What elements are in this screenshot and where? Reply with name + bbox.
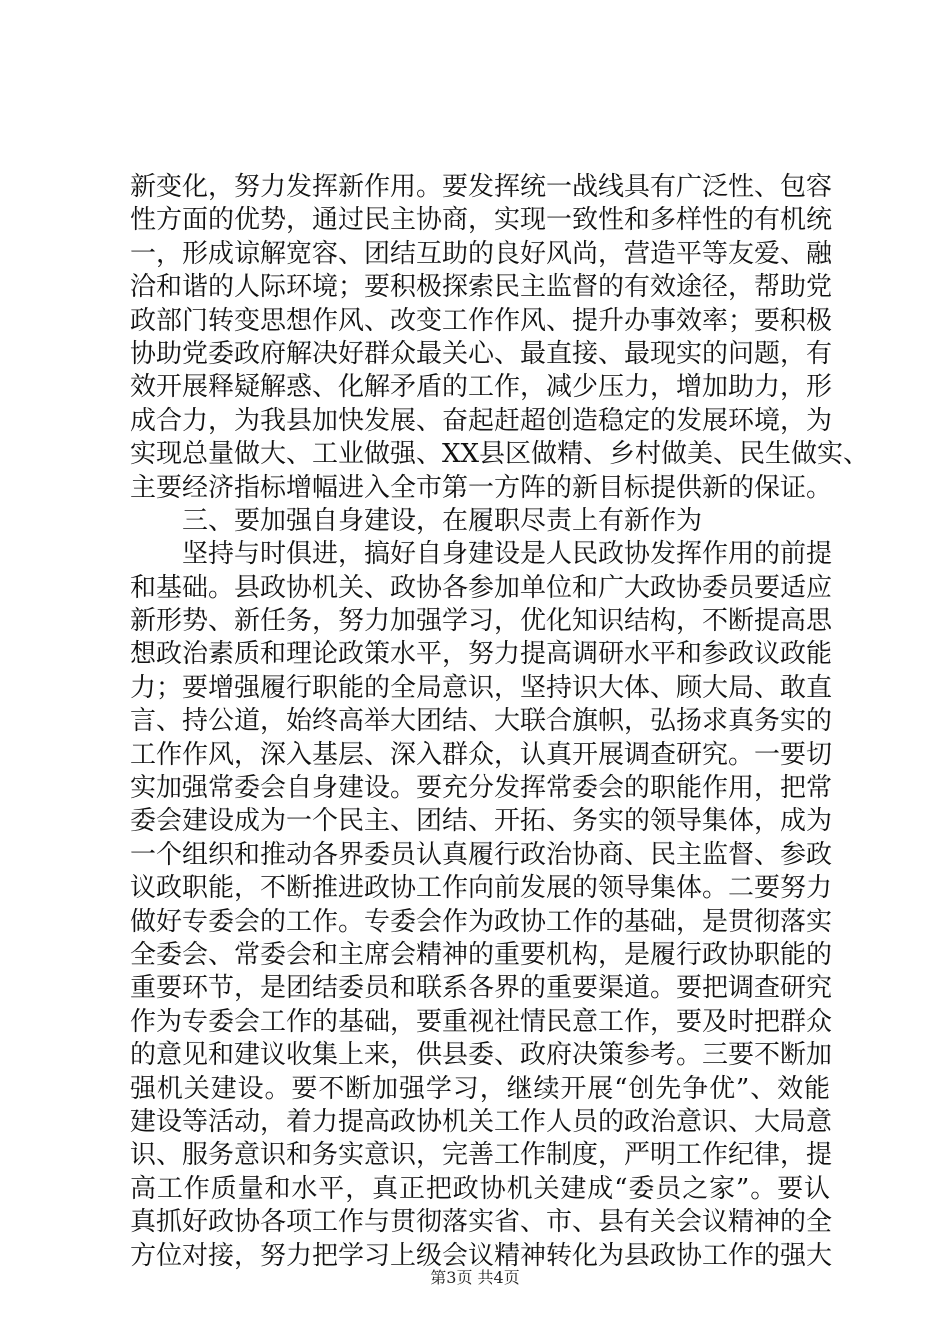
text-line: 和基础。县政协机关、政协各参加单位和广大政协委员要适应 xyxy=(130,572,833,603)
paragraph-self-building xyxy=(130,538,833,1273)
text-line: 的意见和建议收集上来，供县委、政府决策参考。三要不断加 xyxy=(130,1040,833,1071)
page-footer xyxy=(0,1268,950,1288)
text-line: 一个组织和推动各界委员认真履行政治协商、民主监督、参政 xyxy=(130,839,833,870)
text-line: 实现总量做大、工业做强、XX县区做精、乡村做美、民生做实、 xyxy=(130,439,870,470)
text-line: 全委会、常委会和主席会精神的重要机构，是履行政协职能的 xyxy=(130,939,833,970)
text-line: 识、服务意识和务实意识，完善工作制度，严明工作纪律，提 xyxy=(130,1140,833,1171)
text-line: 议政职能，不断推进政协工作向前发展的领导集体。二要努力 xyxy=(130,873,833,904)
text-line: 强机关建设。要不断加强学习，继续开展“创先争优”、效能 xyxy=(130,1073,830,1104)
text-line: 做好专委会的工作。专委会作为政协工作的基础，是贯彻落实 xyxy=(130,906,833,937)
text-line: 建设等活动，着力提高政协机关工作人员的政治意识、大局意 xyxy=(130,1106,833,1137)
text-line: 力；要增强履行职能的全局意识，坚持识大体、顾大局、敢直 xyxy=(130,672,833,703)
text-line: 坚持与时俱进，搞好自身建设是人民政协发挥作用的前提 xyxy=(182,539,833,570)
text-line: 言、持公道，始终高举大团结、大联合旗帜，弘扬求真务实的 xyxy=(130,706,833,737)
text-line: 政部门转变思想作风、改变工作作风、提升办事效率；要积极 xyxy=(130,305,833,336)
text-line: 重要环节，是团结委员和联系各界的重要渠道。要把调查研究 xyxy=(130,973,833,1004)
text-line: 想政治素质和理论政策水平，努力提高调研水平和参政议政能 xyxy=(130,639,833,670)
text-line: 新形势、新任务，努力加强学习，优化知识结构，不断提高思 xyxy=(130,606,833,637)
text-line: 协助党委政府解决好群众最关心、最直接、最现实的问题，有 xyxy=(130,338,833,369)
text-line: 新变化，努力发挥新作用。要发挥统一战线具有广泛性、包容 xyxy=(130,172,833,202)
text-line: 真抓好政协各项工作与贯彻落实省、市、县有关会议精神的全 xyxy=(130,1207,833,1238)
text-line: 方位对接，努力把学习上级会议精神转化为县政协工作的强大 xyxy=(130,1240,833,1271)
text-line: 工作作风，深入基层、深入群众，认真开展调查研究。一要切 xyxy=(130,739,833,770)
text-line: 成合力，为我县加快发展、奋起赶超创造稳定的发展环境，为 xyxy=(130,405,833,436)
page-number-label: 第3页 共4页 xyxy=(430,1268,520,1287)
paragraph-continuation xyxy=(130,171,870,505)
text-line: 洽和谐的人际环境；要积极探索民主监督的有效途径，帮助党 xyxy=(130,272,833,303)
text-line: 主要经济指标增幅进入全市第一方阵的新目标提供新的保证。 xyxy=(130,472,833,503)
text-line: 作为专委会工作的基础，要重视社情民意工作，要及时把群众 xyxy=(130,1006,833,1037)
text-line: 一，形成谅解宽容、团结互助的良好风尚，营造平等友爱、融 xyxy=(130,238,833,269)
text-line: 性方面的优势，通过民主协商，实现一致性和多样性的有机统 xyxy=(130,205,833,236)
text-line: 效开展释疑解惑、化解矛盾的工作，减少压力，增加助力，形 xyxy=(130,372,833,403)
text-line: 委会建设成为一个民主、团结、开拓、务实的领导集体，成为 xyxy=(130,806,833,837)
text-line: 实加强常委会自身建设。要充分发挥常委会的职能作用，把常 xyxy=(130,773,833,804)
section-heading: 三、要加强自身建设，在履职尽责上有新作为 xyxy=(182,505,703,536)
body-text xyxy=(130,171,870,1273)
text-line: 高工作质量和水平，真正把政协机关建成“委员之家”。要认 xyxy=(130,1173,830,1204)
